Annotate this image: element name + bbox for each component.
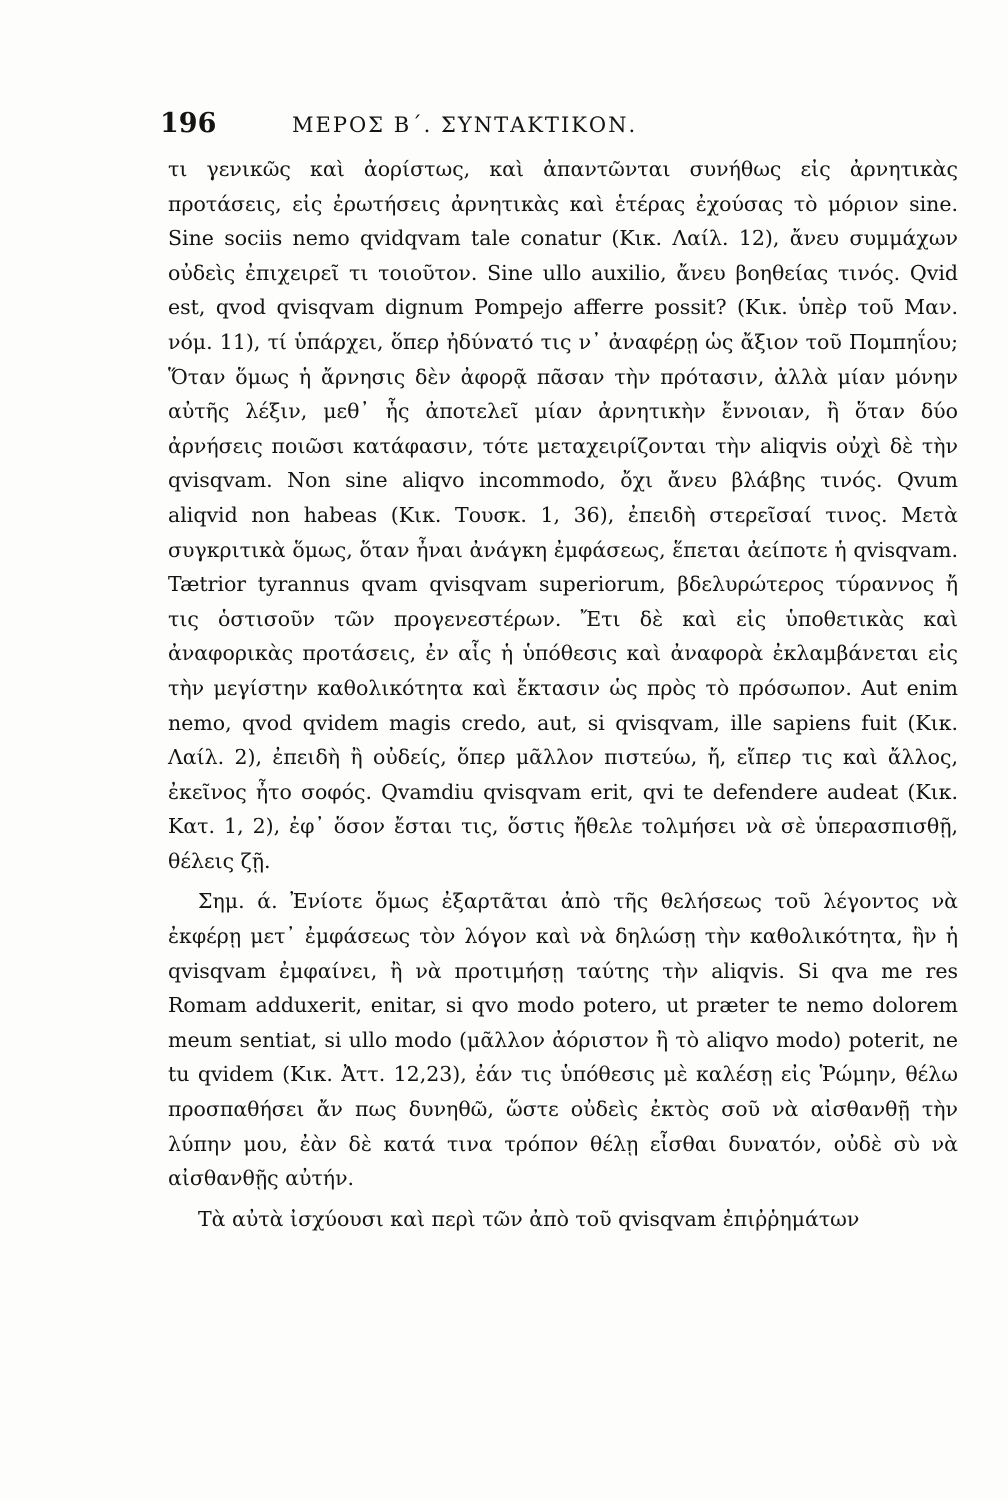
body-text (168, 152, 958, 1236)
running-head: ΜΕΡΟΣ Β΄. ΣΥΝΤΑΚΤΙΚΟΝ. (292, 113, 638, 137)
page-number: 196 (160, 108, 217, 139)
paragraph-final: Τὰ αὐτὰ ἰσχύουσι καὶ περὶ τῶν ἀπὸ τοῦ qvisqvam ἐπιῤῥημάτων (198, 1206, 860, 1231)
page-header (160, 108, 960, 139)
paragraph-main: τι γενικῶς καὶ ἀορίστως, καὶ ἀπαντῶνται συνήθως εἰς ἀρνητικὰς προτάσεις, εἰς ἐρωτήσεις ἀρνητικὰς καὶ ἑτέρας ἐχούσας τὸ μόριον sine. Sine sociis nemo qvidqvam tale conatur (Κικ. Λαίλ. 12), ἄνευ συμμάχων οὐδεὶς ἐπιχειρεῖ τι τοιοῦτον. Sine ullo auxilio, ἄνευ βοηθείας τινός. Qvid est, qvod qvisqvam dignum Pompejo afferre possit? (Κικ. ὑπὲρ τοῦ Μαν. νόμ. 11), τί ὑπάρχει, ὅπερ ἠδύνατό τις ν᾽ ἀναφέρῃ ὡς ἄξιον τοῦ Πομπηΐου; Ὅταν ὅμως ἡ ἄρνησις δὲν ἀφορᾷ πᾶσαν τὴν πρότασιν, ἀλλὰ μίαν μόνην αὐτῆς λέξιν, μεθ᾽ ἧς ἀποτελεῖ μίαν ἀρνητικὴν ἔννοιαν, ἢ ὅταν δύο ἀρνήσεις ποιῶσι κατάφασιν, τότε μεταχειρίζονται τὴν aliqvis οὐχὶ δὲ τὴν qvisqvam. Non sine aliqvo incommodo, ὄχι ἄνευ βλάβης τινός. Qvum aliqvid non habeas (Κικ. Τουσκ. 1, 36), ἐπειδὴ στερεῖσαί τινος. Μετὰ συγκριτικὰ ὅμως, ὅταν ἦναι ἀνάγκη ἐμφάσεως, ἕπεται ἀείποτε ἡ qvisqvam. Tætrior tyrannus qvam qvisqvam superiorum, βδελυρώτερος τύραννος ἤ τις ὁστισοῦν τῶν προγενεστέρων. Ἔτι δὲ καὶ εἰς ὑποθετικὰς καὶ ἀναφορικὰς προτάσεις, ἐν αἷς ἡ ὑπόθεσις καὶ ἀναφορὰ ἐκλαμβάνεται εἰς τὴν μεγίστην καθολικότητα καὶ ἔκτασιν ὡς πρὸς τὸ πρόσωπον. Aut enim nemo, qvod qvidem magis credo, aut, si qvisqvam, ille sapiens fuit (Κικ. Λαίλ. 2), ἐπειδὴ ἢ οὐδείς, ὅπερ μᾶλλον πιστεύω, ἤ, εἴπερ τις καὶ ἄλλος, ἐκεῖνος ἦτο σοφός. Qvamdiu qvisqvam erit, qvi te defendere audeat (Κικ. Κατ. 1, 2), ἐφ᾽ ὅσον ἔσται τις, ὅστις ἤθελε τολμήσει νὰ σὲ ὑπερασπισθῇ, θέλεις ζῇ. (168, 157, 958, 873)
paragraph-note: Σημ. ά. Ἐνίοτε ὅμως ἐξαρτᾶται ἀπὸ τῆς θελήσεως τοῦ λέγοντος νὰ ἐκφέρῃ μετ᾽ ἐμφάσεως τὸν λόγον καὶ νὰ δηλώσῃ τὴν καθολικότητα, ἣν ἡ qvisqvam ἐμφαίνει, ἢ νὰ προτιμήσῃ ταύτης τὴν aliqvis. Si qva me res Romam adduxerit, enitar, si qvo modo potero, ut præter te nemo dolorem meum sentiat, si ullo modo (μᾶλλον ἀόριστον ἢ τὸ aliqvo modo) poterit, ne tu qvidem (Κικ. Ἀττ. 12,23), ἐάν τις ὑπόθεσις μὲ καλέσῃ εἰς Ῥώμην, θέλω προσπαθήσει ἄν πως δυνηθῶ, ὥστε οὐδεὶς ἐκτὸς σοῦ νὰ αἰσθανθῇ τὴν λύπην μου, ἐὰν δὲ κατά τινα τρόπον θέλῃ εἶσθαι δυνατόν, οὐδὲ σὺ νὰ αἰσθανθῇς αὐτήν. (168, 889, 958, 1191)
